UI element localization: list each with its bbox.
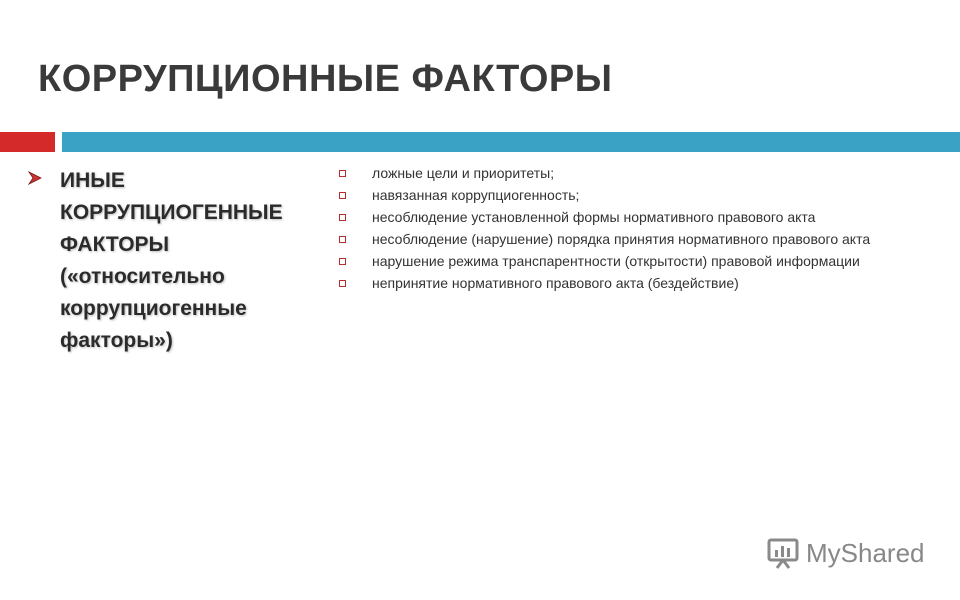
slide-title: КОРРУПЦИОННЫЕ ФАКТОРЫ <box>38 58 613 100</box>
list-item <box>336 228 926 250</box>
watermark-logo <box>766 536 925 570</box>
list-item <box>336 206 926 228</box>
list-item <box>336 272 926 294</box>
square-bullet-icon <box>339 258 346 265</box>
list-item-text: ложные цели и приоритеты; <box>372 165 555 181</box>
myshared-logo-icon <box>766 536 802 570</box>
list-item <box>336 162 926 184</box>
list-item-text: непринятие нормативного правового акта (бездействие) <box>372 275 739 291</box>
list-item <box>336 184 926 206</box>
accent-bar-blue <box>62 132 960 152</box>
watermark-text: MyShared <box>806 537 925 568</box>
list-item-text: нарушение режима транспарентности (открытости) правовой информации <box>372 253 860 269</box>
left-heading-block <box>28 165 318 357</box>
square-bullet-icon <box>339 280 346 287</box>
list-item <box>336 250 926 272</box>
left-heading: ИНЫЕ КОРРУПЦИОГЕННЫЕ ФАКТОРЫ («относительно коррупциогенные факторы») <box>60 169 283 352</box>
factor-list <box>336 162 926 294</box>
square-bullet-icon <box>339 236 346 243</box>
list-item-text: несоблюдение (нарушение) порядка принятия нормативного правового акта <box>372 231 871 247</box>
square-bullet-icon <box>339 192 346 199</box>
list-item-text: навязанная коррупциогенность; <box>372 187 580 203</box>
square-bullet-icon <box>339 214 346 221</box>
list-item-text: несоблюдение установленной формы нормативного правового акта <box>372 209 816 225</box>
arrow-bullet-icon <box>28 171 42 185</box>
accent-bar-red <box>0 132 55 152</box>
square-bullet-icon <box>339 170 346 177</box>
